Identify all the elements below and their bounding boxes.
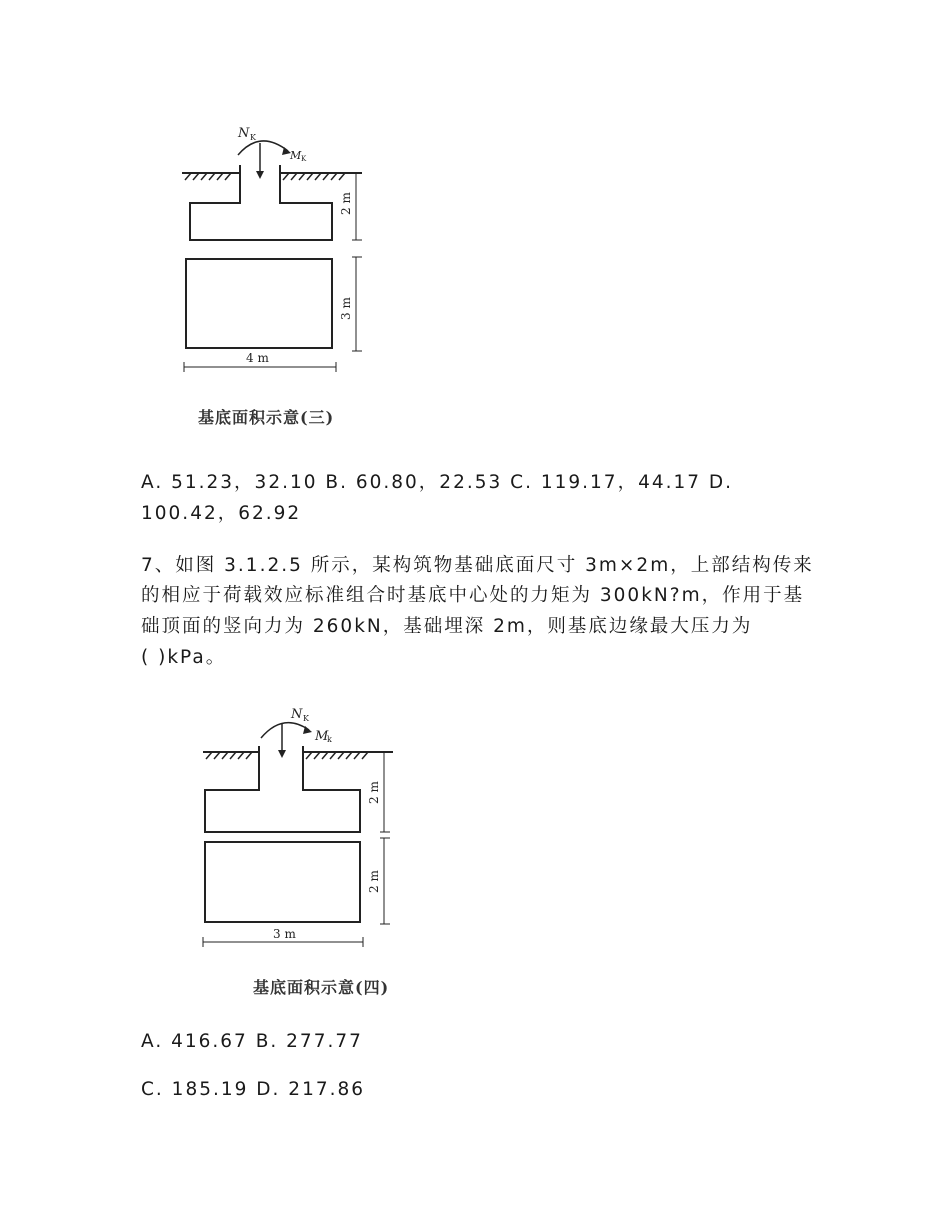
load-n-subscript: K xyxy=(250,133,256,142)
figure-4-caption: 基底面积示意(四) xyxy=(253,978,390,997)
length-dimension-label: 3 m xyxy=(339,297,353,320)
figure-3-caption: 基底面积示意(三) xyxy=(198,408,335,427)
question-7-line-3: 础顶面的竖向力为 260kN，基础埋深 2m，则基底边缘最大压力为 xyxy=(141,616,753,637)
question-7-line-4: ( )kPa。 xyxy=(141,647,227,668)
moment-m-subscript: K xyxy=(301,155,307,163)
load-n-label: N xyxy=(238,126,250,141)
moment-m-label: M xyxy=(315,729,329,744)
figure-3 xyxy=(170,115,380,380)
load-n-label: N xyxy=(291,707,303,722)
load-n-subscript: K xyxy=(303,714,309,723)
moment-m-subscript: k xyxy=(327,735,332,744)
foundation-diagram-4 xyxy=(195,700,405,960)
length-dimension-label: 2 m xyxy=(367,870,381,893)
question-6-options-line-2: 100.42，62.92 xyxy=(141,503,302,524)
width-dimension-label: 3 m xyxy=(273,927,296,941)
question-7-line-2: 的相应于荷载效应标准组合时基底中心处的力矩为 300kN?m，作用于基 xyxy=(141,585,805,606)
depth-dimension-label: 2 m xyxy=(339,192,353,215)
foundation-diagram-3 xyxy=(170,115,380,380)
question-7-line-1: 7、如图 3.1.2.5 所示，某构筑物基础底面尺寸 3m×2m，上部结构传来 xyxy=(141,555,814,576)
moment-m-label: M xyxy=(290,149,302,162)
figure-4 xyxy=(195,700,405,960)
question-7-options-line-2: C. 185.19 D. 217.86 xyxy=(141,1079,366,1100)
question-7-options-line-1: A. 416.67 B. 277.77 xyxy=(141,1031,363,1052)
question-6-options-line-1: A. 51.23，32.10 B. 60.80，22.53 C. 119.17，44.17 D. xyxy=(141,472,734,493)
depth-dimension-label: 2 m xyxy=(367,781,381,804)
width-dimension-label: 4 m xyxy=(246,351,269,365)
